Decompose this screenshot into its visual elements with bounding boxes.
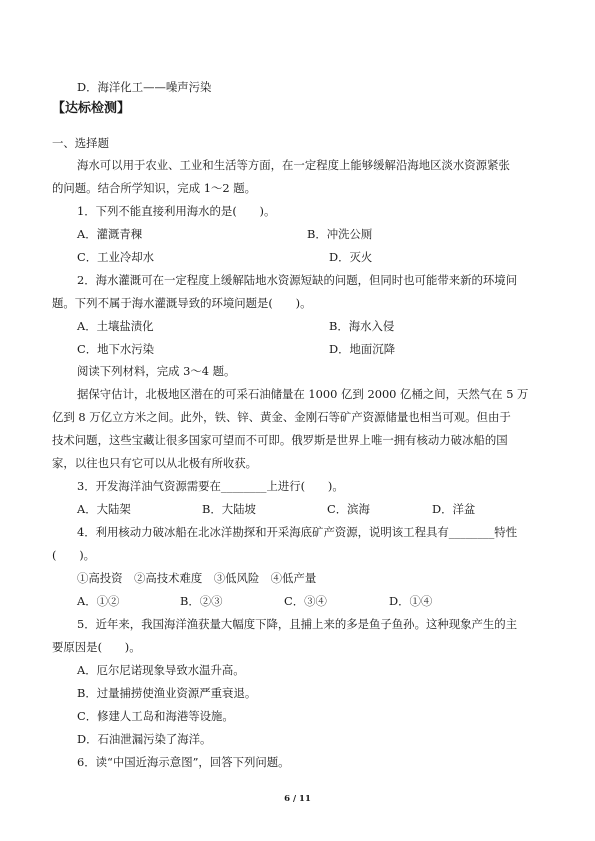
material-line1: 据保守估计，北极地区潜在的可采石油储量在 1000 亿到 2000 亿桶之间，天然气在 5 万 — [77, 387, 529, 401]
question-4-option-d: D．①④ — [389, 594, 433, 608]
intro-text-line2: 的问题。结合所学知识，完成 1～2 题。 — [52, 181, 256, 195]
question-2-option-a: A．土壤盐渍化 — [77, 319, 154, 333]
question-2-stem-line1: 2．海水灌溉可在一定程度上缓解陆地水资源短缺的问题，但同时也可能带来新的环境问 — [77, 273, 518, 287]
material-line4: 家，以往也只有它可以从北极有所收获。 — [52, 456, 258, 470]
section-title: 【达标检测】 — [52, 101, 131, 116]
question-1-option-c: C．工业冷却水 — [77, 250, 155, 264]
question-4-stem-line1: 4．利用核动力破冰船在北冰洋勘探和开采海底矿产资源，说明该工程具有________特性 — [77, 525, 518, 539]
question-3-option-b: B．大陆坡 — [202, 502, 256, 516]
previous-question-option-d: D．海洋化工——噪声污染 — [77, 80, 212, 94]
question-1-option-a: A．灌溉青稞 — [77, 227, 143, 241]
material-line2: 亿到 8 万亿立方米之间。此外，铁、锌、黄金、金刚石等矿产资源储量也相当可观。但由于 — [52, 410, 511, 424]
question-4-option-b: B．②③ — [180, 594, 223, 608]
question-2-option-b: B．海水入侵 — [329, 319, 395, 333]
page-number: 6 / 11 — [284, 794, 311, 804]
question-5-stem-line1: 5．近年来，我国海洋渔获量大幅度下降，且捕上来的多是鱼子鱼孙。这种现象产生的主 — [77, 617, 518, 631]
question-2-option-c: C．地下水污染 — [77, 342, 155, 356]
question-4-stem-line2: ( )。 — [52, 548, 96, 562]
question-5-option-c: C．修建人工岛和海港等设施。 — [77, 709, 234, 723]
question-4-choices: ①高投资 ②高技术难度 ③低风险 ④低产量 — [77, 571, 317, 585]
question-1-stem: 1．下列不能直接利用海水的是( )。 — [77, 204, 276, 218]
question-5-stem-line2: 要原因是( )。 — [52, 640, 141, 654]
question-3-option-c: C．滨海 — [327, 502, 370, 516]
question-3-option-d: D．洋盆 — [432, 502, 476, 516]
reading-prompt: 阅读下列材料，完成 3～4 题。 — [77, 364, 236, 378]
question-6-stem: 6．读“中国近海示意图”，回答下列问题。 — [77, 755, 290, 769]
question-3-stem: 3．开发海洋油气资源需要在________上进行( )。 — [77, 479, 344, 493]
question-1-option-b: B．冲洗公厕 — [307, 227, 373, 241]
intro-text-line1: 海水可以用于农业、工业和生活等方面，在一定程度上能够缓解沿海地区淡水资源紧张 — [77, 158, 510, 172]
part-heading: 一、选择题 — [52, 136, 109, 150]
question-4-option-c: C．③④ — [284, 594, 327, 608]
question-4-option-a: A．①② — [77, 594, 120, 608]
question-5-option-a: A．厄尔尼诺现象导致水温升高。 — [77, 663, 245, 677]
question-5-option-d: D．石油泄漏污染了海洋。 — [77, 732, 212, 746]
question-2-stem-line2: 题。下列不属于海水灌溉导致的环境问题是( )。 — [52, 296, 312, 310]
question-2-option-d: D．地面沉降 — [329, 342, 396, 356]
material-line3: 技术问题，这些宝藏让很多国家可望而不可即。俄罗斯是世界上唯一拥有核动力破冰船的国 — [52, 433, 508, 447]
question-5-option-b: B．过量捕捞使渔业资源严重衰退。 — [77, 686, 257, 700]
question-1-option-d: D．灭火 — [329, 250, 373, 264]
question-3-option-a: A．大陆架 — [77, 502, 131, 516]
